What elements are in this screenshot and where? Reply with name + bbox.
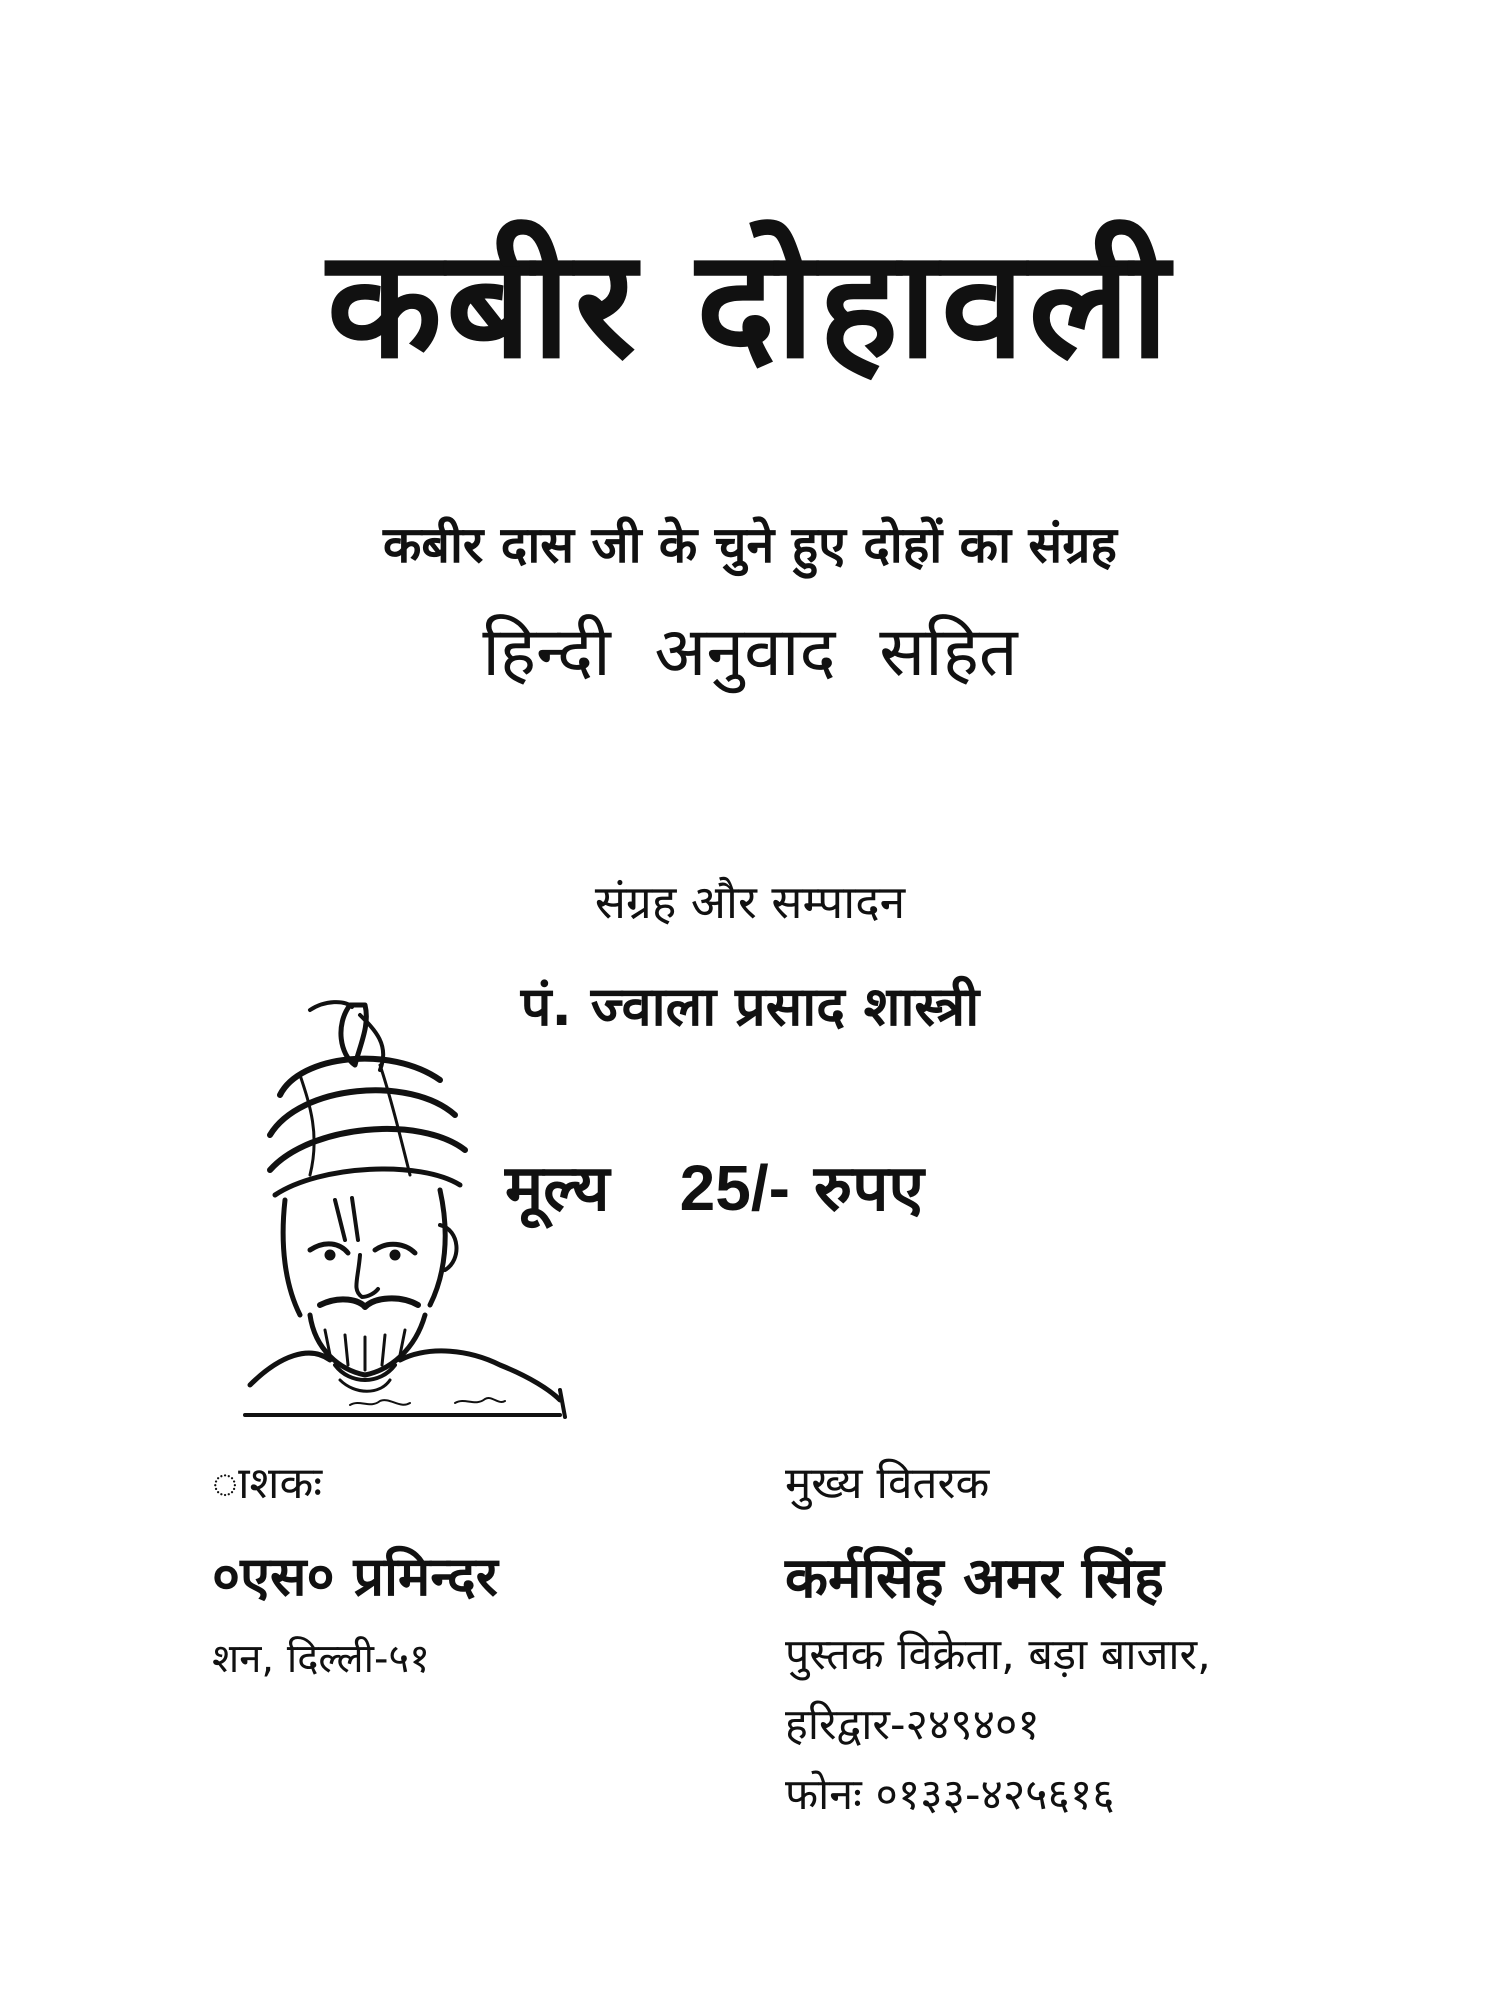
publisher-label: ाशकः (212, 1458, 323, 1509)
price-text (505, 1150, 924, 1228)
distributor-address-line2: हरिद्वार-२४९४०१ (785, 1700, 1040, 1750)
price-currency: रुपए (813, 1152, 924, 1226)
editor-name: पं. ज्वाला प्रसाद शास्त्री (520, 975, 980, 1038)
distributor-phone: फोनः ०१३३-४२५६१६ (785, 1770, 1115, 1820)
distributor-label: मुख्य वितरक (785, 1458, 990, 1509)
book-subtitle: कबीर दास जी के चुने हुए दोहों का संग्रह (383, 516, 1117, 574)
price-amount: 25/- (679, 1152, 790, 1224)
book-subtitle-translation: हिन्दी अनुवाद सहित (482, 613, 1018, 692)
publisher-address: शन, दिल्ली-५१ (212, 1636, 430, 1682)
price-label: मूल्य (505, 1152, 610, 1226)
distributor-address-line1: पुस्तक विक्रेता, बड़ा बाजार, (785, 1630, 1211, 1680)
publisher-name: ०एस० प्रमिन्दर (212, 1545, 498, 1608)
book-title: कबीर दोहावली (326, 218, 1174, 392)
distributor-name: कर्मसिंह अमर सिंह (785, 1546, 1164, 1611)
compiled-edited-label: संग्रह और सम्पादन (594, 875, 906, 929)
